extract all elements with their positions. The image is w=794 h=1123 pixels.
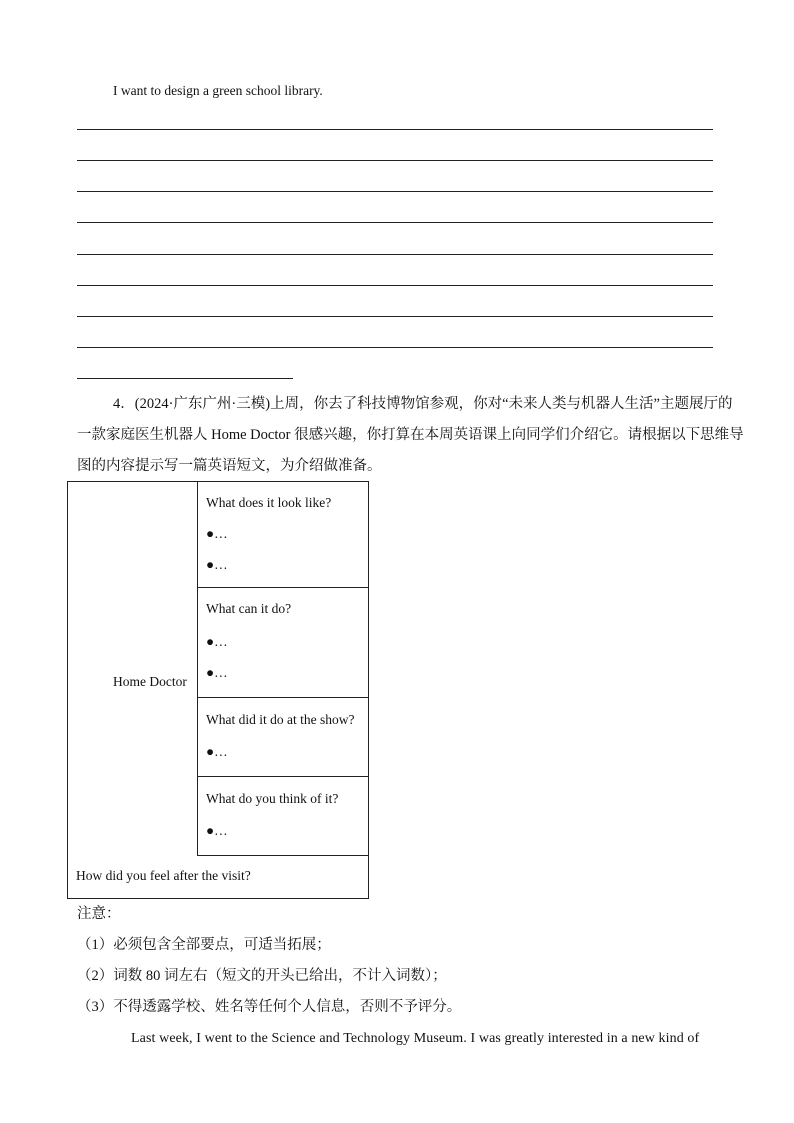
- question-line-2: 一款家庭医生机器人 Home Doctor 很感兴趣，你打算在本周英语课上向同学们介绍它。请根据以下思维导: [77, 427, 744, 443]
- note-item: （2）词数 80 词左右（短文的开头已给出，不计入词数）；: [77, 968, 447, 984]
- branch-question: What does it look like?: [206, 495, 332, 510]
- mind-map-branch: [198, 698, 368, 777]
- branch-question: What can it do?: [206, 601, 292, 616]
- branch-bullet: ●…: [206, 634, 228, 649]
- mind-map-branch: [198, 482, 368, 588]
- writing-line: [77, 160, 713, 161]
- bottom-question: How did you feel after the visit?: [76, 868, 251, 883]
- branch-bullet: ●…: [206, 665, 228, 680]
- writing-line: [77, 222, 713, 223]
- question-line-1: [113, 394, 732, 414]
- question-line-3: 图的内容提示写一篇英语短文，为介绍做准备。: [77, 458, 382, 474]
- mind-map-branch: [198, 777, 368, 856]
- mind-map-branch: [198, 588, 368, 698]
- notes-heading: 注意：: [77, 906, 121, 922]
- essay-start: Last week, I went to the Science and Technology Museum. I was greatly interested in a new kind of: [131, 1031, 700, 1046]
- writing-line: [77, 129, 713, 130]
- intro-sentence: I want to design a green school library.: [113, 83, 323, 98]
- writing-line: [77, 191, 713, 192]
- question-text: 上周，你去了科技博物馆参观，你对“未来人类与机器人生活”主题展厅的: [270, 396, 733, 412]
- branch-bullet: ●…: [206, 557, 228, 572]
- note-item: （1）必须包含全部要点，可适当拓展；: [77, 937, 331, 953]
- mind-map-bottom-row: [68, 856, 368, 898]
- mind-map: [67, 481, 369, 899]
- writing-line-short: [77, 378, 293, 379]
- question-source: 4．(2024·广东广州·三模): [113, 396, 271, 412]
- branch-bullet: ●…: [206, 526, 228, 541]
- writing-line: [77, 316, 713, 317]
- branch-question: What do you think of it?: [206, 791, 339, 806]
- mind-map-center: Home Doctor: [113, 674, 187, 689]
- writing-line: [77, 347, 713, 348]
- branch-bullet: ●…: [206, 823, 228, 838]
- writing-line: [77, 254, 713, 255]
- branch-bullet: ●…: [206, 744, 228, 759]
- mind-map-center-cell: [68, 482, 198, 856]
- writing-line: [77, 285, 713, 286]
- note-item: （3）不得透露学校、姓名等任何个人信息，否则不予评分。: [77, 999, 462, 1015]
- branch-question: What did it do at the show?: [206, 712, 355, 727]
